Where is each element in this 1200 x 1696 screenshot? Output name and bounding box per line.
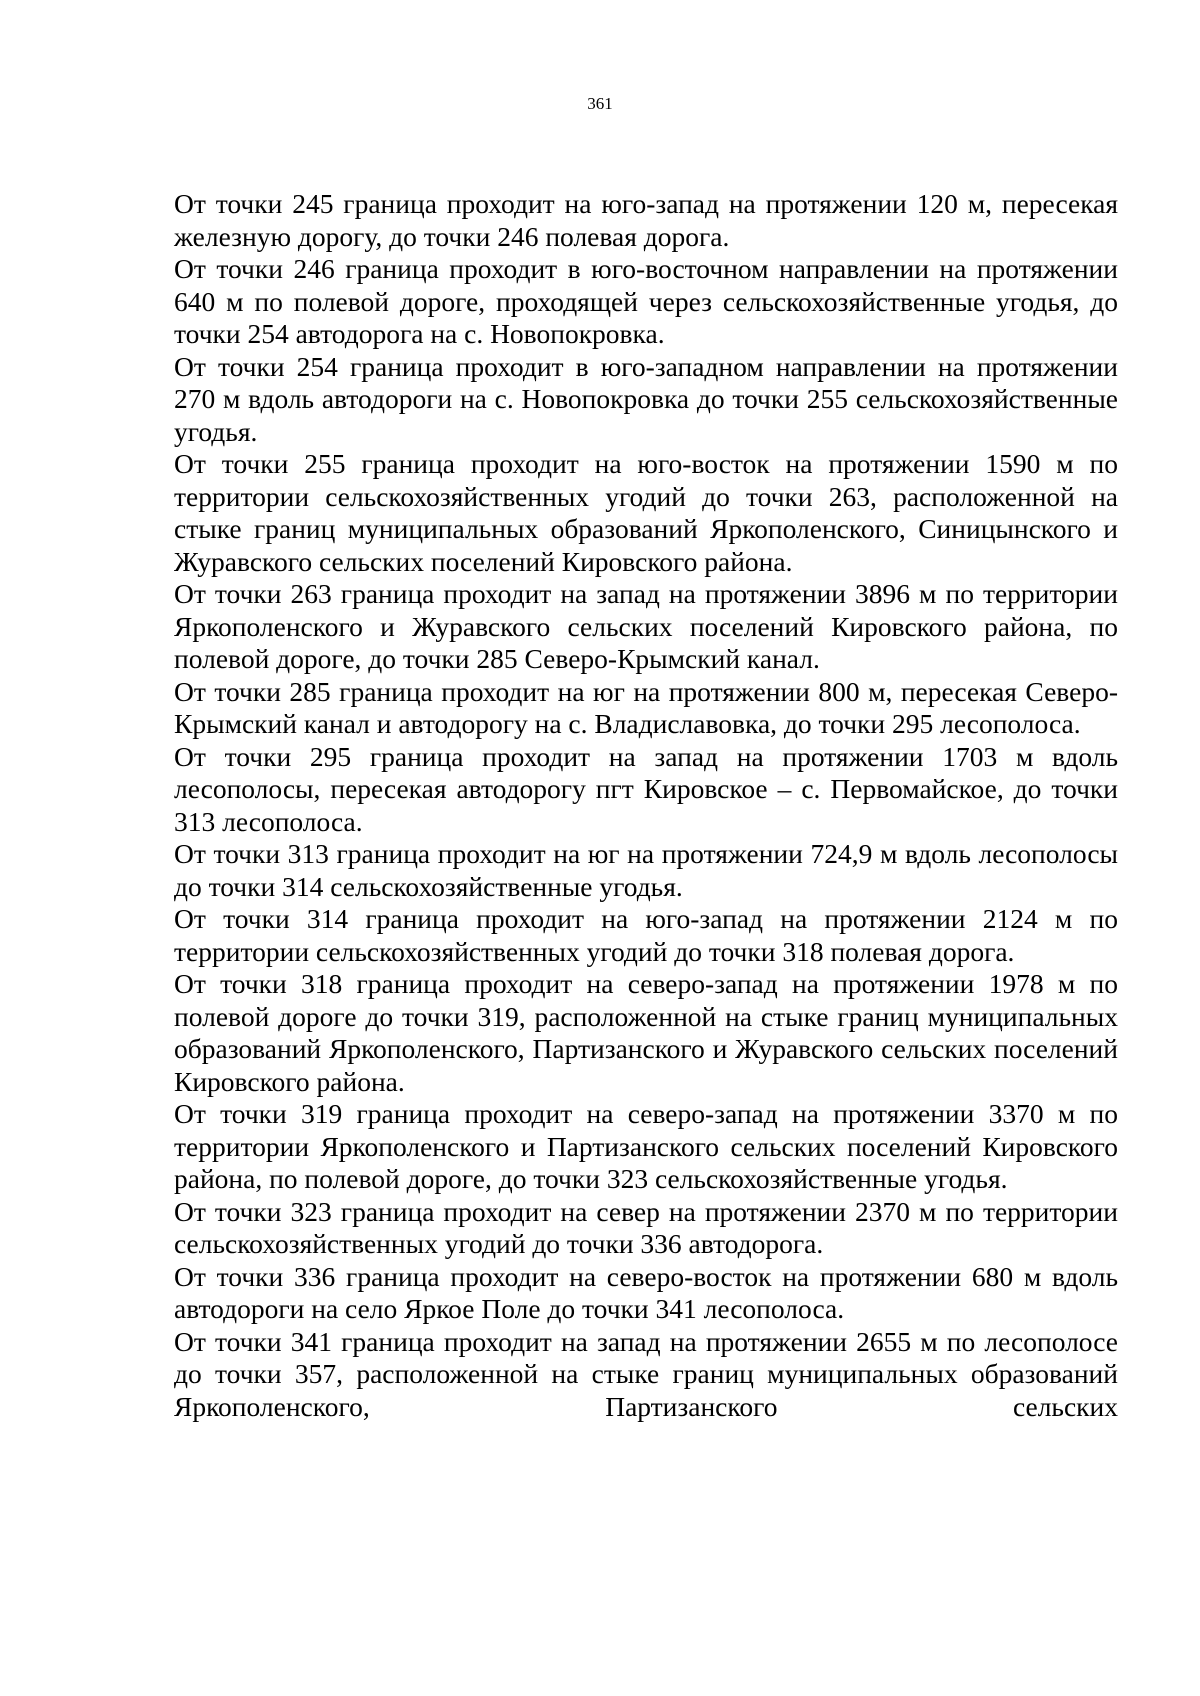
paragraph: От точки 254 граница проходит в юго-западном направлении на протяжении 270 м вдоль автодороги на с. Новопокровка до точки 255 сельскохозяйственные угодья. [174,350,1118,447]
page-number: 361 [587,94,613,113]
paragraph: От точки 263 граница проходит на запад на протяжении 3896 м по территории Яркополенского и Журавского сельских поселений Кировского района, по полевой дороге, до точки 285 Северо-Крымский канал. [174,578,1118,674]
paragraph: От точки 295 граница проходит на запад на протяжении 1703 м вдоль лесополосы, пересекая автодорогу пгт Кировское – с. Первомайское, до точки 313 лесополоса. [174,740,1118,837]
paragraph: От точки 255 граница проходит на юго-восток на протяжении 1590 м по территории сельскохозяйственных угодий до точки 263, расположенной на стыке границ муниципальных образований Яркополенского, Синицынского и Журавского сельских поселений Кировского района. [174,448,1118,577]
paragraph: От точки 285 граница проходит на юг на протяжении 800 м, пересекая Северо-Крымский канал и автодорогу на с. Владиславовка, до точки 295 лесополоса. [174,675,1118,739]
paragraph: От точки 318 граница проходит на северо-запад на протяжении 1978 м по полевой дороге до точки 319, расположенной на стыке границ муниципальных образований Яркополенского, Партизанского и Журавского сельских поселений Кировского района. [174,968,1118,1097]
paragraph: От точки 314 граница проходит на юго-запад на протяжении 2124 м по территории сельскохозяйственных угодий до точки 318 полевая дорога. [174,903,1118,967]
paragraph: От точки 341 граница проходит на запад на протяжении 2655 м по лесополосе до точки 357, расположенной на стыке границ муниципальных образований Яркополенского, Партизанского сельских [174,1325,1118,1422]
paragraph: От точки 245 граница проходит на юго-запад на протяжении 120 м, пересекая железную дорогу, до точки 246 полевая дорога. [174,188,1118,252]
paragraph: От точки 323 граница проходит на север на протяжении 2370 м по территории сельскохозяйственных угодий до точки 336 автодорога. [174,1195,1118,1259]
document-body [174,188,1118,1423]
paragraph: От точки 336 граница проходит на северо-восток на протяжении 680 м вдоль автодороги на село Яркое Поле до точки 341 лесополоса. [174,1260,1118,1324]
paragraph: От точки 319 граница проходит на северо-запад на протяжении 3370 м по территории Яркополенского и Партизанского сельских поселений Кировского района, по полевой дороге, до точки 323 сельскохозяйственные угодья. [174,1098,1118,1194]
paragraph: От точки 313 граница проходит на юг на протяжении 724,9 м вдоль лесополосы до точки 314 сельскохозяйственные угодья. [174,838,1118,902]
paragraph: От точки 246 граница проходит в юго-восточном направлении на протяжении 640 м по полевой дороге, проходящей через сельскохозяйственные угодья, до точки 254 автодорога на с. Новопокровка. [174,253,1118,349]
